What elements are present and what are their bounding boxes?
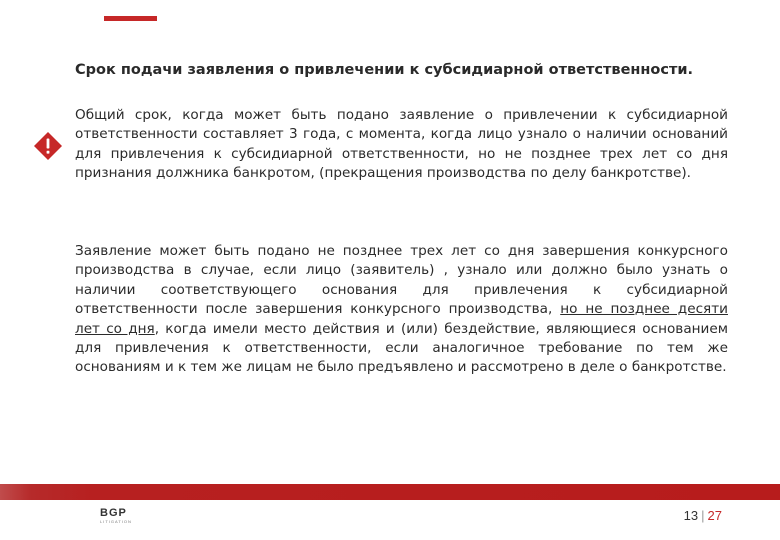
bottom-band (0, 484, 780, 500)
extended-term-paragraph (75, 242, 728, 378)
page-total: 27 (707, 508, 722, 523)
general-term-paragraph: Общий срок, когда может быть подано заявление о привлечении к субсидиарной ответственности составляет 3 года, с момента, когда лицо узнало о наличии оснований для привлечения к субсидиарной ответственности, но не позднее трех лет со дня признания должника банкротом, (прекращения производства по делу банкротстве). (75, 107, 728, 182)
paragraph-text: Заявление может быть подано не позднее трех лет со дня завершения конкурсного производства в случае, если лицо (заявитель) , узнало или должно было узнать о наличии соответствующего основания для привлечения к субсидиарной ответственности после завершения конкурсного производства, (75, 243, 728, 318)
underlined-phrase: но не позднее десяти лет со дня (75, 301, 728, 337)
paragraph-text: , когда имели место действия и (или) бездействие, являющиеся основанием для привлечения к ответственности, если аналогичное требование по тем же основаниям и к тем же лицам не было предъявлено и рассмотрено в деле о банкротстве. (75, 320, 728, 376)
logo-mark: BGP (100, 507, 127, 519)
slide-heading: Срок подачи заявления о привлечении к субсидиарной ответственности. (75, 62, 694, 78)
logo-subtext: LITIGATION (100, 519, 132, 524)
page-separator: | (701, 508, 705, 523)
page-current: 13 (683, 508, 699, 523)
exclamation-icon (33, 131, 63, 161)
page-number (684, 508, 722, 524)
top-accent-bar (104, 16, 157, 21)
company-logo (100, 507, 142, 529)
